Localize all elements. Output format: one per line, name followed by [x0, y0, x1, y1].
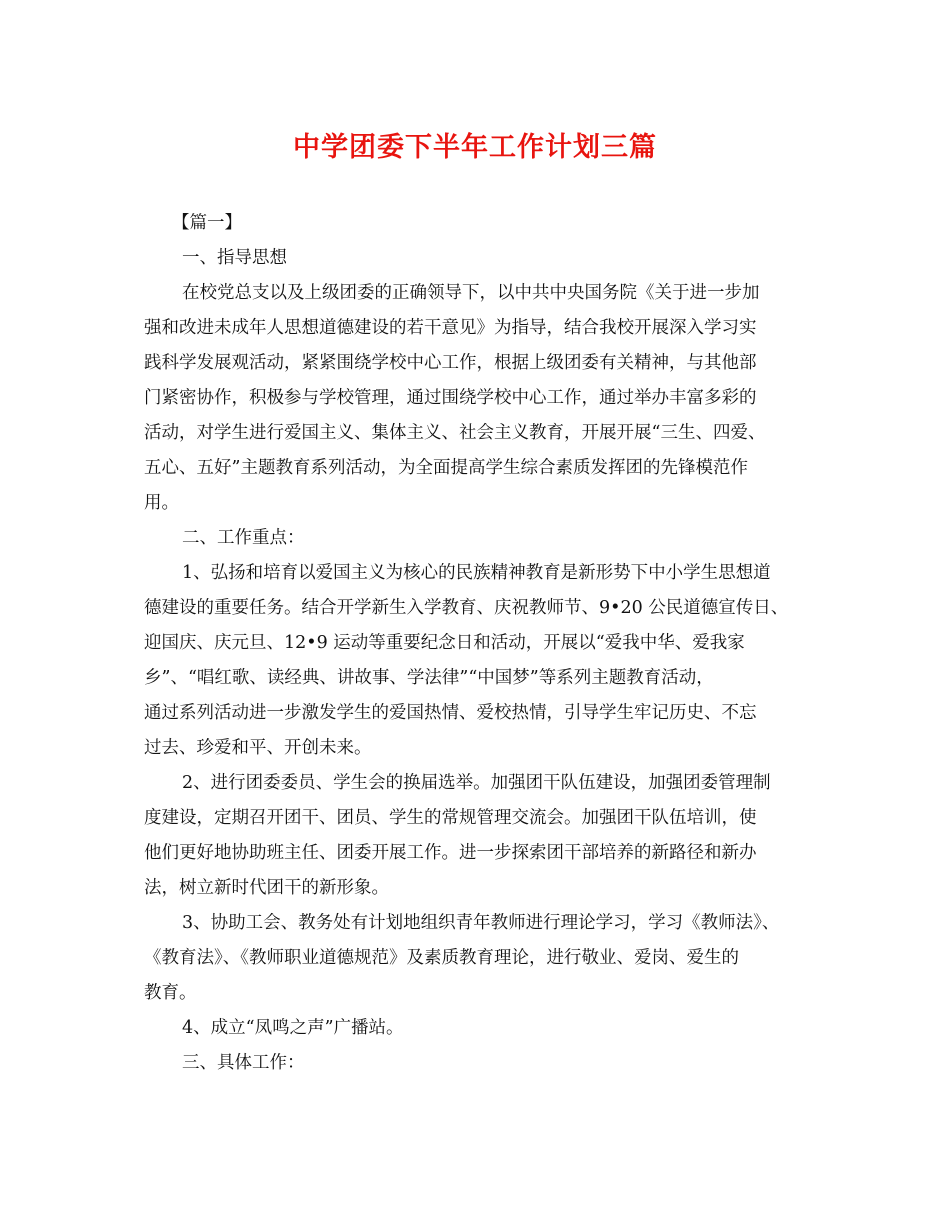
paragraph-line: 强和改进未成年人思想道德建设的若干意见》为指导，结合我校开展深入学习实 [144, 318, 757, 338]
document-body [144, 206, 814, 1081]
paragraph-line: 4、成立“凤鸣之声”广播站。 [182, 1018, 404, 1038]
paragraph-line: 教育。 [144, 983, 197, 1003]
paragraph-line: 他们更好地协助班主任、团委开展工作。进一步探索团干部培养的新路径和新办 [144, 843, 757, 863]
paragraph-line: 度建设，定期召开团干、团员、学生的常规管理交流会。加强团干队伍培训，使 [144, 808, 757, 828]
paragraph-line: 门紧密协作，积极参与学校管理，通过围绕学校中心工作，通过举办丰富多彩的 [144, 388, 757, 408]
paragraph-line: 活动，对学生进行爱国主义、集体主义、社会主义教育，开展开展“三生、四爱、 [144, 423, 766, 443]
paragraph-line: 过去、珍爱和平、开创未来。 [144, 738, 372, 758]
paragraph-line: 《教育法》、《教师职业道德规范》及素质教育理论，进行敬业、爱岗、爱生的 [144, 948, 739, 968]
paragraph-line: 在校党总支以及上级团委的正确领导下，以中共中央国务院《关于进一步加 [182, 283, 760, 303]
paragraph-line: 乡”、“唱红歌、读经典、讲故事、学法律”“中国梦”等系列主题教育活动， [144, 668, 714, 688]
paragraph-line: 践科学发展观活动，紧紧围绕学校中心工作，根据上级团委有关精神，与其他部 [144, 353, 757, 373]
paragraph-line: 通过系列活动进一步激发学生的爱国热情、爱校热情，引导学生牢记历史、不忘 [144, 703, 757, 723]
section-heading: 【篇一】 [172, 213, 242, 233]
subheading: 二、工作重点： [182, 528, 305, 548]
paragraph-line: 德建设的重要任务。结合开学新生入学教育、庆祝教师节、9•20 公民道德宣传日、 [144, 598, 789, 618]
document-title: 中学团委下半年工作计划三篇 [293, 132, 657, 163]
paragraph-line: 2、进行团委委员、学生会的换届选举。加强团干队伍建设，加强团委管理制 [182, 773, 771, 793]
subheading: 一、指导思想 [182, 248, 287, 268]
subheading: 三、具体工作： [182, 1053, 305, 1073]
paragraph-line: 法，树立新时代团干的新形象。 [144, 878, 389, 898]
paragraph-line: 五心、五好”主题教育系列活动，为全面提高学生综合素质发挥团的先锋模范作 [144, 458, 748, 478]
paragraph-line: 1、弘扬和培育以爱国主义为核心的民族精神教育是新形势下中小学生思想道 [182, 563, 771, 583]
paragraph-line: 3、协助工会、教务处有计划地组织青年教师进行理论学习，学习《教师法》、 [182, 913, 780, 933]
paragraph-line: 用。 [144, 493, 179, 513]
paragraph-line: 迎国庆、庆元旦、12•9 运动等重要纪念日和活动，开展以“爱我中华、爱我家 [144, 633, 745, 653]
